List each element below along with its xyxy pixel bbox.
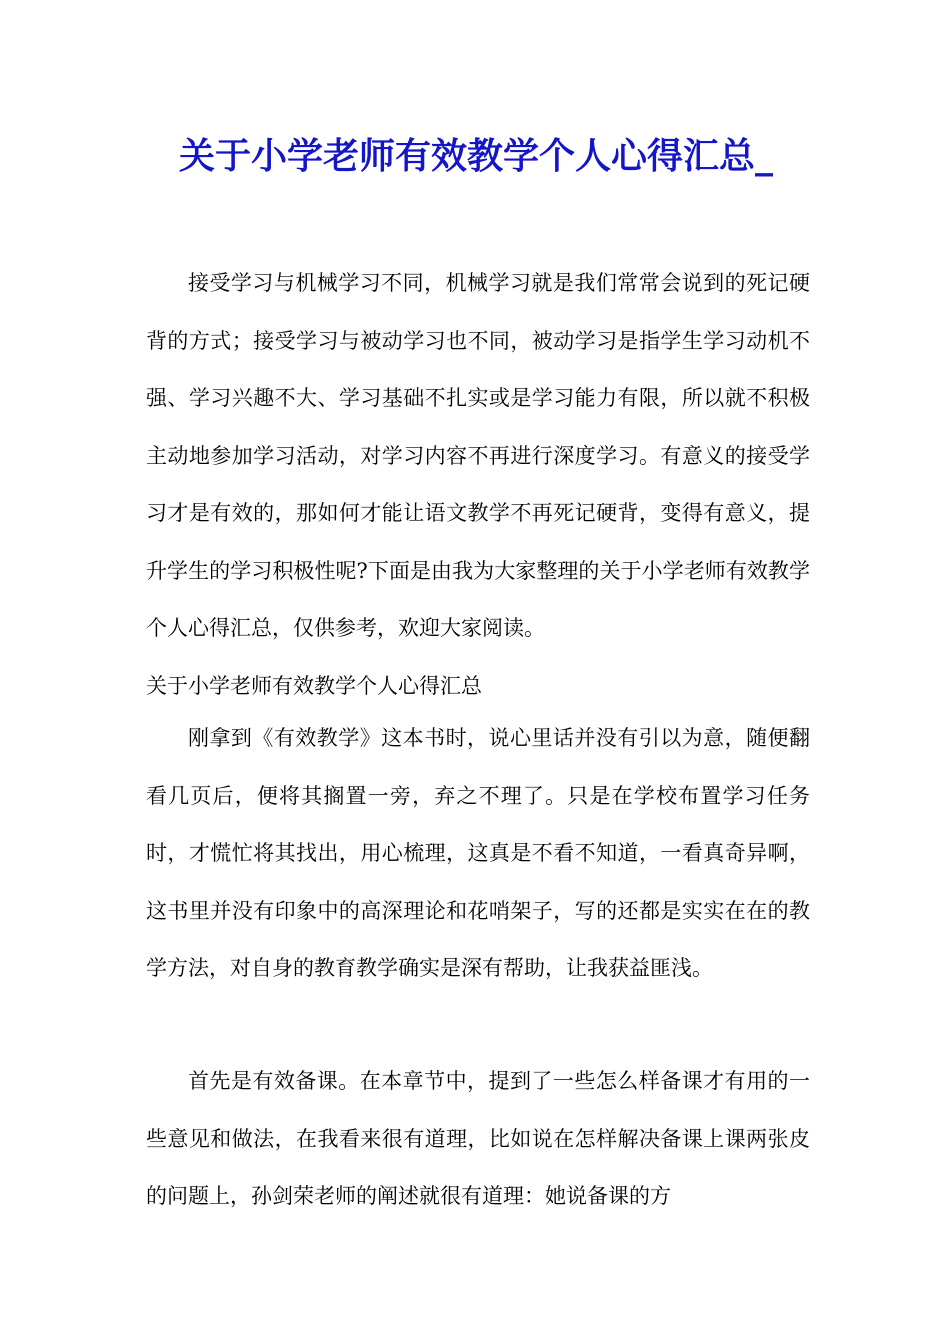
body-block-2: [146, 1053, 810, 1226]
intro-paragraph: 接受学习与机械学习不同，机械学习就是我们常常会说到的死记硬背的方式；接受学习与被动学习也不同，被动学习是指学生学习动机不强、学习兴趣不大、学习基础不扎实或是学习能力有限，所以就不积极主动地参加学习活动，对学习内容不再进行深度学习。有意义的接受学习才是有效的，那如何才能让语文教学不再死记硬背，变得有意义，提升学生的学习积极性呢?下面是由我为大家整理的关于小学老师有效教学个人心得汇总，仅供参考，欢迎大家阅读。: [146, 271, 810, 640]
body-paragraph-1: 刚拿到《有效教学》这本书时，说心里话并没有引以为意，随便翻看几页后，便将其搁置一旁，弃之不理了。只是在学校布置学习任务时，才慌忙将其找出，用心梳理，这真是不看不知道，一看真奇异啊，这书里并没有印象中的高深理论和花哨架子，写的还都是实实在在的教学方法，对自身的教育教学确实是深有帮助，让我获益匪浅。: [146, 726, 810, 980]
body-paragraph-2: 首先是有效备课。在本章节中，提到了一些怎么样备课才有用的一些意见和做法，在我看来很有道理，比如说在怎样解决备课上课两张皮的问题上，孙剑荣老师的阐述就很有道理：她说备课的方: [146, 1069, 810, 1208]
intro-block: [146, 255, 810, 715]
section-subheading: 关于小学老师有效教学个人心得汇总: [146, 673, 482, 698]
document-title: 关于小学老师有效教学个人心得汇总_: [178, 135, 773, 177]
body-block-1: [146, 710, 810, 998]
